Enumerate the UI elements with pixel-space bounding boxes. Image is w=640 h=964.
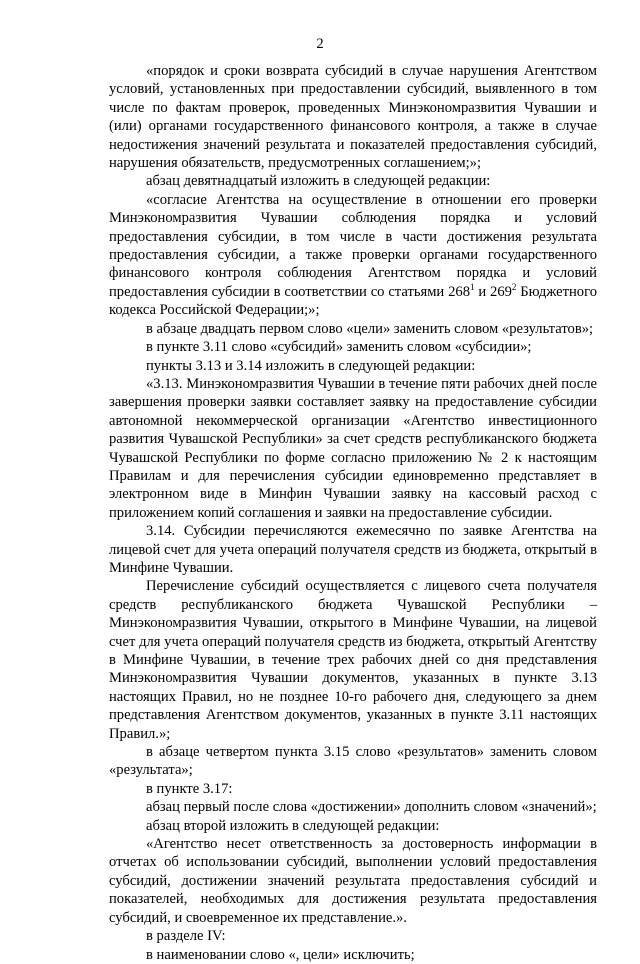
paragraph-text: абзац второй изложить в следующей редакции:: [146, 817, 440, 834]
document-body: [109, 62, 597, 964]
paragraph: [109, 577, 597, 743]
paragraph: [109, 835, 597, 927]
paragraph: [109, 357, 597, 375]
paragraph: [109, 522, 597, 577]
paragraph-text: в пункте 3.17:: [146, 780, 233, 797]
paragraph-text: в пункте 3.11 слово «субсидий» заменить словом «субсидии»;: [146, 339, 532, 356]
paragraph-text: «3.13. Минэкономразвития Чувашии в течение пяти рабочих дней после завершения проверки заявки составляет заявку на предоставление субсидии автономной некоммерческой организации «Агентство инвестиционного развития Чувашской Республики» за счет средств республиканского бюджета Чувашской Республики по форме согласно приложению № 2 к настоящим Правилам и для перечисления субсидии единовременно представляет в электронном виде в Минфин Чувашии заявку на кассовый расход с приложением копий соглашения и заявки на предоставление субсидии.: [109, 375, 597, 521]
paragraph-text: «Агентство несет ответственность за достоверность информации в отчетах об использовании субсидий, выполнении условий предоставления субсидий, достижении значений результата предоставления субсидий и показателей, необходимых для достижения результата предоставления субсидий, и своевременное их представление.».: [109, 836, 597, 926]
paragraph: [109, 320, 597, 338]
paragraph: [109, 375, 597, 522]
paragraph: [109, 780, 597, 798]
paragraph: [109, 798, 597, 816]
paragraph-text: в разделе IV:: [146, 928, 226, 945]
paragraph: [109, 946, 597, 964]
paragraph: [109, 927, 597, 945]
paragraph: [109, 743, 597, 780]
paragraph-text: абзац первый после слова «достижении» дополнить словом «значений»;: [146, 799, 597, 816]
paragraph: [109, 817, 597, 835]
paragraph-text: и 269: [474, 283, 512, 300]
paragraph: [109, 191, 597, 320]
paragraph-text: в абзаце четвертом пункта 3.15 слово «результатов» заменить словом «результата»;: [109, 744, 597, 779]
paragraph: [109, 338, 597, 356]
paragraph-text: Бюджетного кодекса Российской Федерации;»;: [109, 283, 598, 319]
paragraph-text: «согласие Агентства на осуществление в отношении его проверки Минэкономразвития Чувашии соблюдения порядка и условий предоставления субсидии, в том числе в части достижения результата предоставления субсидии, а также проверки органами государственного финансового контроля соблюдения Агентством порядка и условий предоставления субсидии в соответствии со статьями 268: [109, 191, 597, 300]
paragraph-text: 3.14. Субсидии перечисляются ежемесячно по заявке Агентства на лицевой счет для учета операций получателя средств из бюджета, открытый в Минфине Чувашии.: [109, 523, 597, 576]
paragraph-text: Перечисление субсидий осуществляется с лицевого счета получателя средств республиканского бюджета Чувашской Республики – Минэкономразвития Чувашии, открытого в Минфине Чувашии, на лицевой счет для учета операций получателя средств из бюджета, открытый Агентству в Минфине Чувашии, в течение трех рабочих дней со дня представления Минэкономразвития Чувашии документов, указанных в пункте 3.13 настоящих Правил, но не позднее 10-го рабочего дня, следующего за днем представления Агентством документов, указанных в пункте 3.11 настоящих Правил.»;: [109, 578, 597, 742]
paragraph: [109, 172, 597, 190]
paragraph-text: «порядок и сроки возврата субсидий в случае нарушения Агентством условий, установленных при предоставлении субсидий, выявленного в том числе по фактам проверок, проведенных Минэкономразвития Чувашии и (или) органами государственного финансового контроля, а также в случае недостижения значений результата и показателей предоставления субсидий, нарушения обязательств, предусмотренных соглашением;»;: [109, 63, 597, 172]
paragraph-text: в абзаце двадцать первом слово «цели» заменить словом «результатов»;: [146, 320, 594, 337]
paragraph-text: в наименовании слово «, цели» исключить;: [146, 946, 415, 963]
paragraph-text: пункты 3.13 и 3.14 изложить в следующей редакции:: [146, 357, 476, 374]
superscript: 1: [470, 282, 475, 293]
paragraph: [109, 62, 597, 172]
superscript: 2: [511, 282, 517, 293]
paragraph-text: абзац девятнадцатый изложить в следующей редакции:: [146, 173, 491, 190]
page-number: 2: [316, 36, 324, 52]
